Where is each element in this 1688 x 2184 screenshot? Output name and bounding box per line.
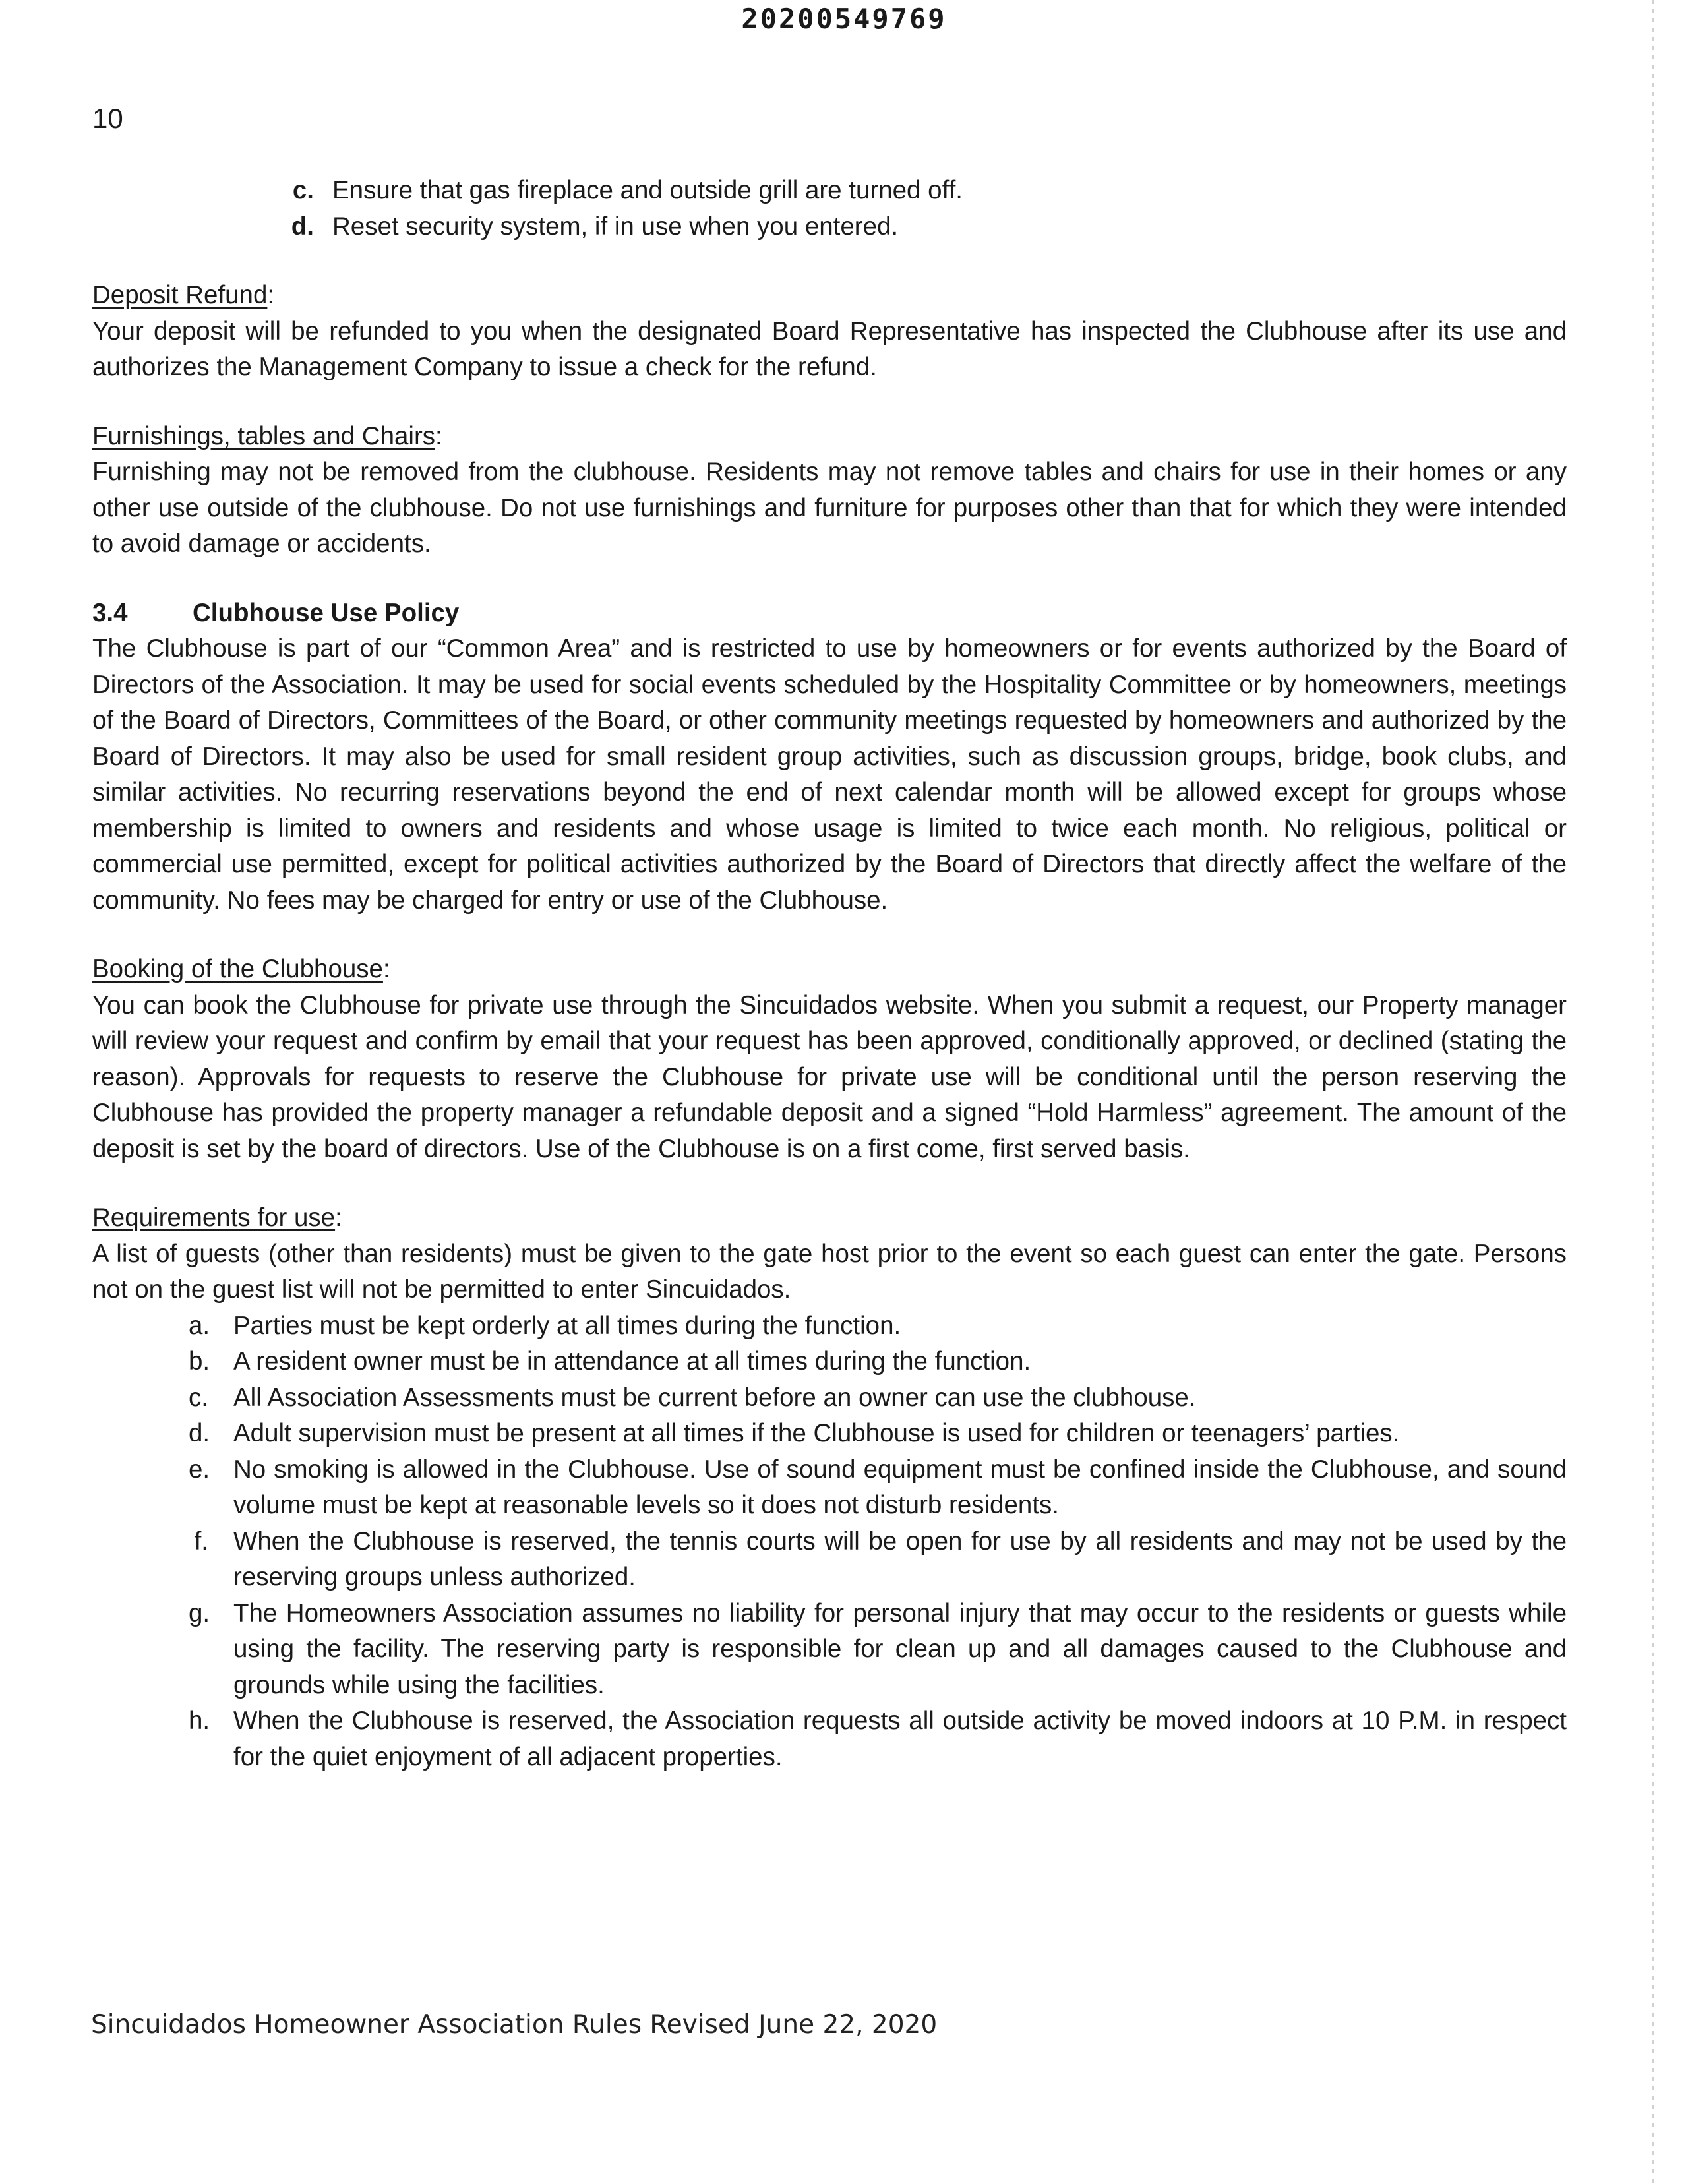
list-letter: c. — [189, 1383, 208, 1412]
requirements-list — [189, 1308, 1567, 1776]
section-number: 3.4 — [92, 598, 128, 627]
scan-edge-artifact — [1652, 0, 1654, 2184]
list-letter: d. — [291, 212, 314, 241]
page-content — [92, 173, 1567, 1775]
list-item — [189, 1344, 1567, 1380]
list-letter: b. — [189, 1347, 210, 1376]
clubhouse-use-policy-section — [92, 595, 1567, 919]
list-text: No smoking is allowed in the Clubhouse. Use of sound equipment must be confined inside the Clubhouse, and sound volume must be kept at reasonable levels so it does not disturb residents. — [233, 1455, 1567, 1519]
list-item — [189, 1380, 1567, 1416]
list-item — [189, 1596, 1567, 1704]
list-item — [189, 1524, 1567, 1596]
section-title: Clubhouse Use Policy — [193, 598, 460, 627]
booking-heading: Booking of the Clubhouse: — [92, 955, 390, 983]
furnishings-section — [92, 419, 1567, 562]
list-letter: a. — [189, 1311, 210, 1340]
list-item — [285, 173, 1567, 209]
list-letter: d. — [189, 1419, 210, 1447]
list-letter: e. — [189, 1455, 210, 1484]
deposit-refund-body: Your deposit will be refunded to you when the designated Board Representative has inspected the Clubhouse after its use and authorizes the Management Company to issue a check for the refund. — [92, 317, 1567, 381]
list-letter: c. — [292, 176, 314, 204]
requirements-intro: A list of guests (other than residents) must be given to the gate host prior to the event so each guest can enter the gate. Persons not on the guest list will not be permitted to enter Sincuidados. — [92, 1239, 1567, 1304]
list-item — [189, 1308, 1567, 1345]
requirements-section — [92, 1200, 1567, 1775]
booking-section — [92, 952, 1567, 1167]
clubhouse-use-policy-body: The Clubhouse is part of our “Common Area” and is restricted to use by homeowners or for events authorized by the Board of Directors of the Association. It may be used for social events scheduled by the Hospitality Committee or by homeowners, meetings of the Board of Directors, Committees of the Board, or other community meetings requested by homeowners and authorized by the Board of Directors. It may also be used for small resident group activities, such as discussion groups, bridge, book clubs, and similar activities. No recurring reservations beyond the end of next calendar month will be allowed except for groups whose membership is limited to owners and residents and whose usage is limited to twice each month. No religious, political or commercial use permitted, except for political activities authorized by the Board of Directors that directly affect the welfare of the community. No fees may be charged for entry or use of the Clubhouse. — [92, 634, 1567, 915]
requirements-heading: Requirements for use: — [92, 1203, 342, 1232]
list-text: A resident owner must be in attendance at all times during the function. — [233, 1347, 1031, 1376]
page-footer: Sincuidados Homeowner Association Rules Revised June 22, 2020 — [91, 2010, 938, 2040]
furnishings-body: Furnishing may not be removed from the clubhouse. Residents may not remove tables and chairs for use in their homes or any other use outside of the clubhouse. Do not use furnishings and furniture for purposes other than that for which they were intended to avoid damage or accidents. — [92, 458, 1567, 558]
deposit-refund-heading: Deposit Refund: — [92, 281, 275, 309]
list-text: Parties must be kept orderly at all times during the function. — [233, 1311, 901, 1340]
list-text: Adult supervision must be present at all times if the Clubhouse is used for children or teenagers’ parties. — [233, 1419, 1400, 1447]
furnishings-heading: Furnishings, tables and Chairs: — [92, 421, 442, 450]
document-number: 20200549769 — [741, 3, 947, 35]
list-item — [189, 1703, 1567, 1775]
list-letter: h. — [189, 1707, 210, 1735]
list-letter: f. — [194, 1527, 208, 1556]
page-number: 10 — [92, 103, 123, 134]
list-text: All Association Assessments must be current before an owner can use the clubhouse. — [233, 1383, 1196, 1412]
deposit-refund-section — [92, 278, 1567, 386]
booking-body: You can book the Clubhouse for private use through the Sincuidados website. When you submit a request, our Property manager will review your request and confirm by email that your request has been approved, conditionally approved, or declined (stating the reason). Approvals for requests to reserve the Clubhouse for private use will be conditional until the person reserving the Clubhouse has provided the property manager a refundable deposit and a signed “Hold Harmless” agreement. The amount of the deposit is set by the board of directors. Use of the Clubhouse is on a first come, first served basis. — [92, 990, 1567, 1163]
list-item — [285, 209, 1567, 245]
list-text: Ensure that gas fireplace and outside grill are turned off. — [332, 176, 963, 204]
list-text: When the Clubhouse is reserved, the Association requests all outside activity be moved indoors at 10 P.M. in respect for the quiet enjoyment of all adjacent properties. — [233, 1707, 1567, 1771]
list-item — [189, 1416, 1567, 1452]
list-item — [189, 1452, 1567, 1524]
list-text: When the Clubhouse is reserved, the tennis courts will be open for use by all residents and may not be used by the reserving groups unless authorized. — [233, 1527, 1567, 1591]
list-letter: g. — [189, 1598, 210, 1627]
checkout-list — [285, 173, 1567, 245]
list-text: Reset security system, if in use when you entered. — [332, 212, 899, 241]
list-text: The Homeowners Association assumes no liability for personal injury that may occur to the residents or guests while using the facility. The reserving party is responsible for clean up and all damages caused to the Clubhouse and grounds while using the facilities. — [233, 1598, 1567, 1699]
section-heading — [92, 595, 1567, 632]
